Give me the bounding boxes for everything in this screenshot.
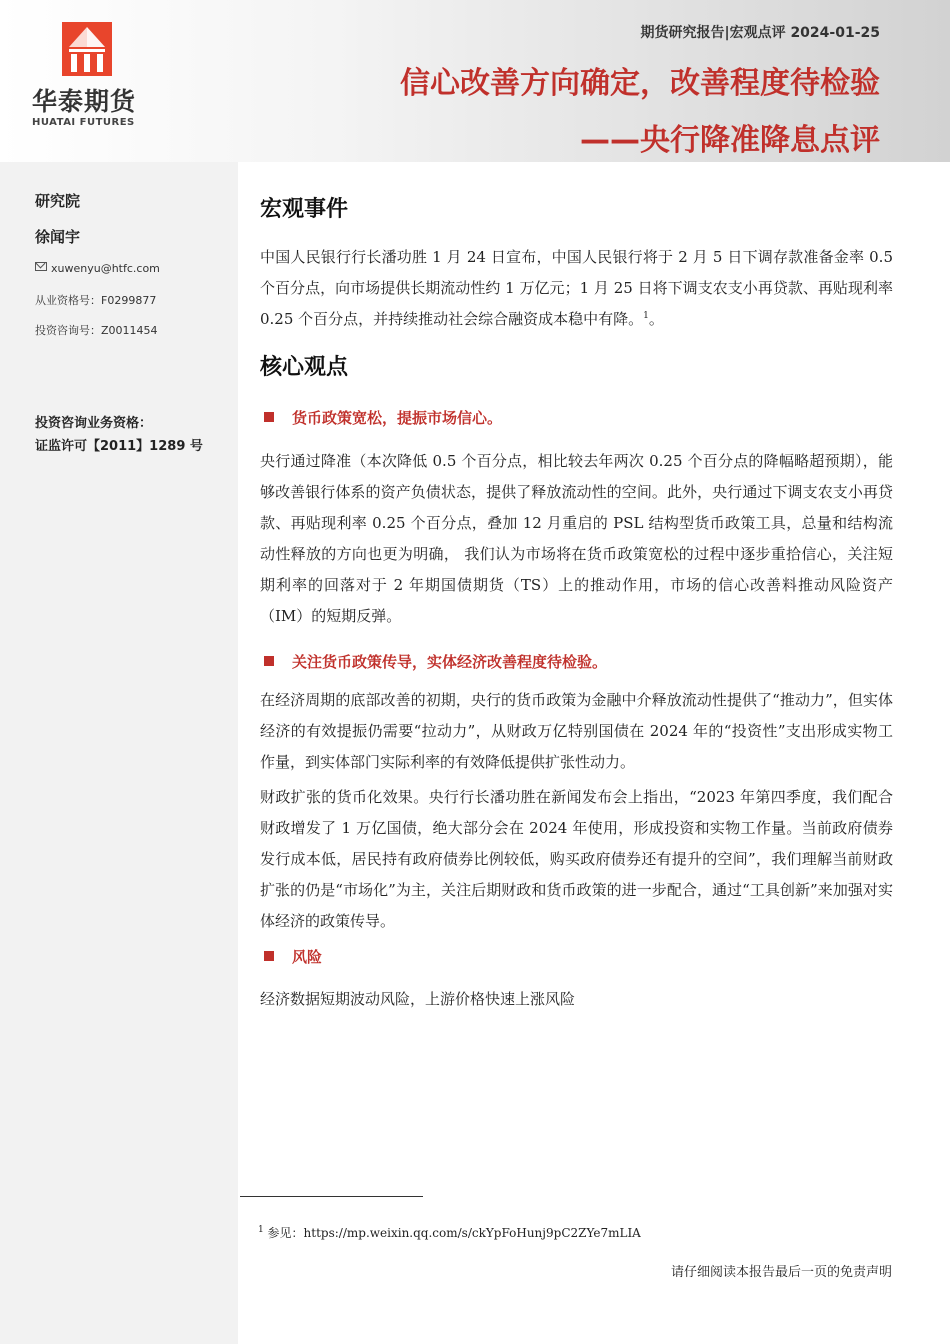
- report-subtitle: ——央行降准降息点评: [580, 123, 880, 158]
- bullet-text: 风险: [292, 948, 323, 966]
- section-heading-event: 宏观事件: [260, 197, 349, 222]
- bullet-text: 关注货币政策传导，实体经济改善程度待检验。: [292, 653, 608, 671]
- risk-paragraph: 经济数据短期波动风险，上游价格快速上涨风险: [260, 990, 576, 1008]
- event-paragraph: [260, 242, 893, 335]
- disclaimer-note: 请仔细阅读本报告最后一页的免责声明: [670, 1265, 892, 1280]
- author-email[interactable]: [35, 262, 160, 275]
- bullet-square-icon: [264, 951, 274, 961]
- logo-text-en: HUATAI FUTURES: [32, 117, 135, 128]
- department: 研究院: [35, 192, 81, 210]
- report-header: [0, 0, 950, 162]
- core-paragraph-2: 在经济周期的底部改善的初期，央行的货币政策为金融中介释放流动性提供了“推动力”，但实体经济的有效提振仍需要“拉动力”，从财政万亿特别国债在 2024 年的“投资性”支出形成实物工作量，到实体部门实际利率的有效降低提供扩张性动力。: [260, 691, 893, 771]
- author-sidebar: [0, 162, 238, 1344]
- bullet-text: 货币政策宽松，提振市场信心。: [292, 409, 503, 427]
- event-text: 中国人民银行行长潘功胜 1 月 24 日宣布，中国人民银行将于 2 月 5 日下调存款准备金率 0.5 个百分点，向市场提供长期流动性约 1 万亿元；1 月 25 日将下调支农支小再贷款、再贴现利率 0.25 个百分点，并持续推动社会综合融资成本稳中有降。: [260, 248, 893, 328]
- core-paragraph-1: 央行通过降准（本次降低 0.5 个百分点，相比较去年两次 0.25 个百分点的降幅略超预期），能够改善银行体系的资产负债状态，提供了释放流动性的空间。此外，央行通过下调支农支小再贷款、再贴现利率 0.25 个百分点，叠加 12 月重启的 PSL 结构型货币政策工具，总量和结构流动性释放的方向也更为明确， 我们认为市场将在货币政策宽松的过程中逐步重拾信心，关注短期利率的回落对于 2 年期国债期货（TS）上的推动作用，市场的信心改善料推动风险资产（IM）的短期反弹。: [260, 452, 893, 625]
- footnote-ref[interactable]: 1: [643, 311, 649, 321]
- bullet-point-3: [264, 946, 322, 967]
- event-tail: 。: [648, 310, 664, 328]
- bullet-square-icon: [264, 412, 274, 422]
- email-text[interactable]: xuwenyu@htfc.com: [51, 262, 160, 275]
- section-heading-core: 核心观点: [260, 355, 349, 380]
- report-meta: 期货研究报告|宏观点评 2024-01-25: [640, 25, 880, 41]
- logo-text-cn: 华泰期货: [32, 87, 137, 116]
- report-title: 信心改善方向确定，改善程度待检验: [400, 66, 880, 101]
- huatai-logo-icon: [62, 22, 112, 76]
- footnote-mark: 1: [258, 1225, 264, 1235]
- footnote-text[interactable]: 参见：https://mp.weixin.qq.com/s/ckYpFoHunj9pC2ZYe7mLIA: [263, 1226, 641, 1240]
- bullet-point-2: [264, 651, 607, 672]
- license-consult: 投资咨询号：Z0011454: [35, 324, 158, 337]
- bullet-square-icon: [264, 656, 274, 666]
- author-name: 徐闻宇: [35, 228, 81, 246]
- company-logo: [30, 22, 150, 132]
- core-paragraph-3: 财政扩张的货币化效果。央行行长潘功胜在新闻发布会上指出，“2023 年第四季度，我们配合财政增发了 1 万亿国债，绝大部分会在 2024 年使用，形成投资和实物工作量。当前政府债券发行成本低，居民持有政府债券比例较低，购买政府债券还有提升的空间”，我们理解当前财政扩张的仍是“市场化”为主，关注后期财政和货币政策的进一步配合，通过“工具创新”来加强对实体经济的政策传导。: [260, 788, 893, 930]
- bullet-point-1: [264, 407, 502, 428]
- footnote[interactable]: [258, 1224, 641, 1241]
- mail-icon: [35, 262, 47, 271]
- qualification-label: 投资咨询业务资格：: [35, 416, 153, 431]
- license-practice: 从业资格号：F0299877: [35, 294, 157, 307]
- qualification-value: 证监许可【2011】1289 号: [35, 439, 203, 454]
- footnote-divider: [240, 1196, 423, 1197]
